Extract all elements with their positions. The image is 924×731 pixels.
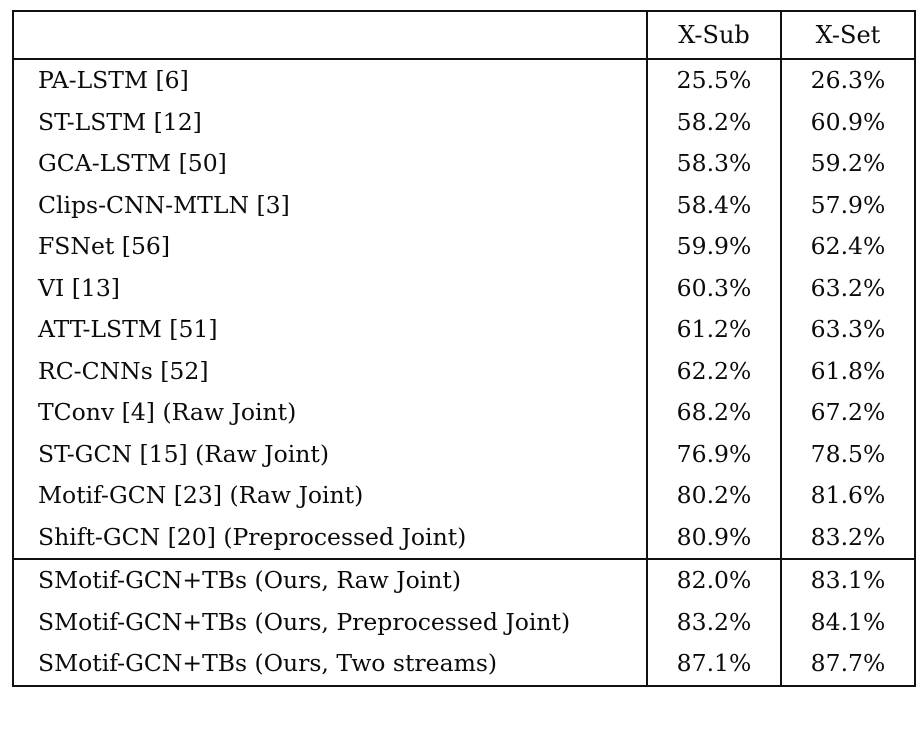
cell-xsub: 87.1% — [647, 643, 781, 686]
cell-method: Shift-GCN [20] (Preprocessed Joint) — [13, 517, 647, 560]
cell-method: Clips-CNN-MTLN [3] — [13, 185, 647, 227]
cell-xset: 63.2% — [781, 268, 915, 310]
cell-xsub: 58.2% — [647, 102, 781, 144]
cell-xsub: 80.2% — [647, 475, 781, 517]
table-row — [13, 143, 915, 185]
cell-method: ST-LSTM [12] — [13, 102, 647, 144]
cell-xset: 83.1% — [781, 559, 915, 602]
cell-xsub: 61.2% — [647, 309, 781, 351]
column-header-xset: X-Set — [781, 11, 915, 59]
cell-method: GCA-LSTM [50] — [13, 143, 647, 185]
cell-method: SMotif-GCN+TBs (Ours, Preprocessed Joint) — [13, 602, 647, 644]
cell-xsub: 62.2% — [647, 351, 781, 393]
cell-xset: 78.5% — [781, 434, 915, 476]
column-header-method — [13, 11, 647, 59]
cell-method: VI [13] — [13, 268, 647, 310]
table-row — [13, 351, 915, 393]
cell-xsub: 68.2% — [647, 392, 781, 434]
cell-method: Motif-GCN [23] (Raw Joint) — [13, 475, 647, 517]
cell-xset: 59.2% — [781, 143, 915, 185]
cell-xset: 62.4% — [781, 226, 915, 268]
table-row — [13, 102, 915, 144]
table-row — [13, 185, 915, 227]
cell-xsub: 76.9% — [647, 434, 781, 476]
results-table — [12, 10, 916, 687]
cell-xsub: 59.9% — [647, 226, 781, 268]
cell-xset: 83.2% — [781, 517, 915, 560]
cell-xset: 61.8% — [781, 351, 915, 393]
table-row — [13, 643, 915, 686]
cell-xsub: 58.3% — [647, 143, 781, 185]
table-body — [13, 11, 915, 686]
cell-xsub: 80.9% — [647, 517, 781, 560]
table-row — [13, 226, 915, 268]
cell-method: TConv [4] (Raw Joint) — [13, 392, 647, 434]
cell-method: FSNet [56] — [13, 226, 647, 268]
cell-xset: 57.9% — [781, 185, 915, 227]
table-row — [13, 602, 915, 644]
cell-xset: 67.2% — [781, 392, 915, 434]
cell-xset: 26.3% — [781, 59, 915, 102]
cell-method: SMotif-GCN+TBs (Ours, Two streams) — [13, 643, 647, 686]
table-row — [13, 517, 915, 560]
table-row — [13, 309, 915, 351]
cell-xset: 81.6% — [781, 475, 915, 517]
column-header-xsub: X-Sub — [647, 11, 781, 59]
cell-method: PA-LSTM [6] — [13, 59, 647, 102]
table-header-row — [13, 11, 915, 59]
cell-xset: 84.1% — [781, 602, 915, 644]
cell-xset: 87.7% — [781, 643, 915, 686]
cell-xsub: 82.0% — [647, 559, 781, 602]
table-row — [13, 392, 915, 434]
cell-xsub: 25.5% — [647, 59, 781, 102]
table-row — [13, 475, 915, 517]
cell-xsub: 83.2% — [647, 602, 781, 644]
cell-xset: 60.9% — [781, 102, 915, 144]
table-row — [13, 268, 915, 310]
cell-xsub: 60.3% — [647, 268, 781, 310]
cell-method: ST-GCN [15] (Raw Joint) — [13, 434, 647, 476]
cell-method: SMotif-GCN+TBs (Ours, Raw Joint) — [13, 559, 647, 602]
table-row — [13, 434, 915, 476]
cell-xset: 63.3% — [781, 309, 915, 351]
table-row — [13, 59, 915, 102]
cell-method: RC-CNNs [52] — [13, 351, 647, 393]
cell-method: ATT-LSTM [51] — [13, 309, 647, 351]
table-row — [13, 559, 915, 602]
cell-xsub: 58.4% — [647, 185, 781, 227]
